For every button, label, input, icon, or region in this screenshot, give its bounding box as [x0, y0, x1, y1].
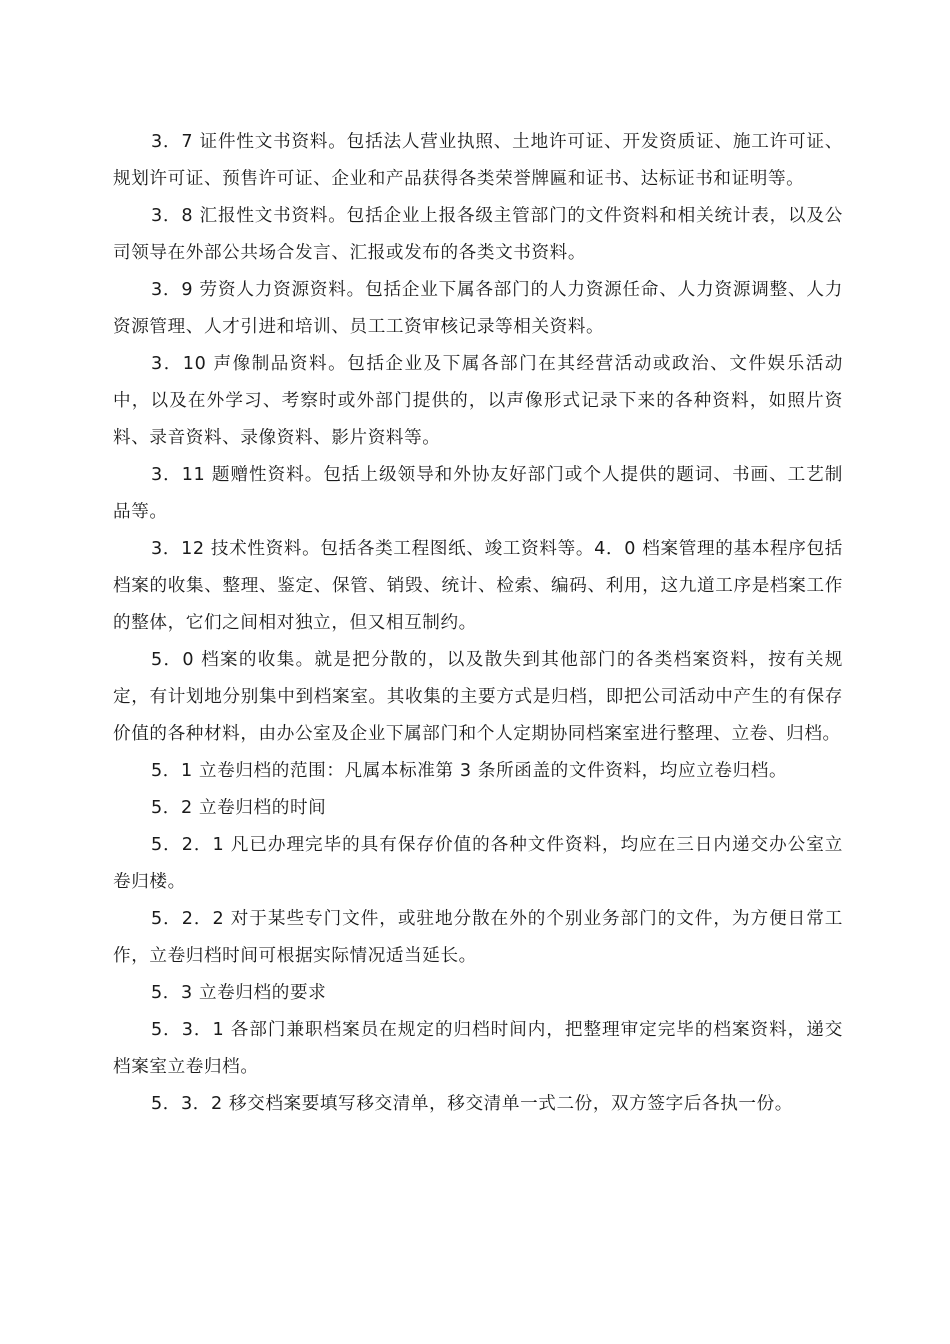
paragraph-3-11: 3．11 题赠性资料。包括上级领导和外协友好部门或个人提供的题词、书画、工艺制品等。 [113, 465, 843, 522]
paragraph-3-10: 3．10 声像制品资料。包括企业及下属各部门在其经营活动或政治、文件娱乐活动中，以及在外学习、考察时或外部门提供的，以声像形式记录下来的各种资料，如照片资料、录音资料、录像资料、影片资料等。 [113, 354, 843, 448]
paragraph-5-0: 5．0 档案的收集。就是把分散的，以及散失到其他部门的各类档案资料，按有关规定，有计划地分别集中到档案室。其收集的主要方式是归档，即把公司活动中产生的有保存价值的各种材料，由办公室及企业下属部门和个人定期协同档案室进行整理、立卷、归档。 [113, 650, 843, 744]
paragraph-3-12: 3．12 技术性资料。包括各类工程图纸、竣工资料等。4．0 档案管理的基本程序包括档案的收集、整理、鉴定、保管、销毁、统计、检索、编码、利用，这九道工序是档案工作的整体，它们之间相对独立，但又相互制约。 [113, 539, 843, 633]
paragraph-5-1: 5．1 立卷归档的范围：凡属本标准第 3 条所函盖的文件资料，均应立卷归档。 [151, 761, 788, 781]
paragraph-3-9: 3．9 劳资人力资源资料。包括企业下属各部门的人力资源任命、人力资源调整、人力资源管理、人才引进和培训、员工工资审核记录等相关资料。 [113, 280, 843, 337]
paragraph-5-3: 5．3 立卷归档的要求 [151, 983, 327, 1003]
document-body [113, 124, 843, 1123]
paragraph-5-2: 5．2 立卷归档的时间 [151, 798, 327, 818]
paragraph-3-8: 3．8 汇报性文书资料。包括企业上报各级主管部门的文件资料和相关统计表，以及公司领导在外部公共场合发言、汇报或发布的各类文书资料。 [113, 206, 843, 263]
paragraph-3-7: 3．7 证件性文书资料。包括法人营业执照、土地许可证、开发资质证、施工许可证、规划许可证、预售许可证、企业和产品获得各类荣誉牌匾和证书、达标证书和证明等。 [113, 132, 843, 189]
paragraph-5-2-2: 5．2．2 对于某些专门文件，或驻地分散在外的个别业务部门的文件，为方便日常工作，立卷归档时间可根据实际情况适当延长。 [113, 909, 843, 966]
paragraph-5-2-1: 5．2．1 凡已办理完毕的具有保存价值的各种文件资料，均应在三日内递交办公室立卷归楼。 [113, 835, 843, 892]
paragraph-5-3-2: 5．3．2 移交档案要填写移交清单，移交清单一式二份，双方签字后各执一份。 [151, 1094, 793, 1114]
paragraph-5-3-1: 5．3．1 各部门兼职档案员在规定的归档时间内，把整理审定完毕的档案资料，递交档案室立卷归档。 [113, 1020, 843, 1077]
